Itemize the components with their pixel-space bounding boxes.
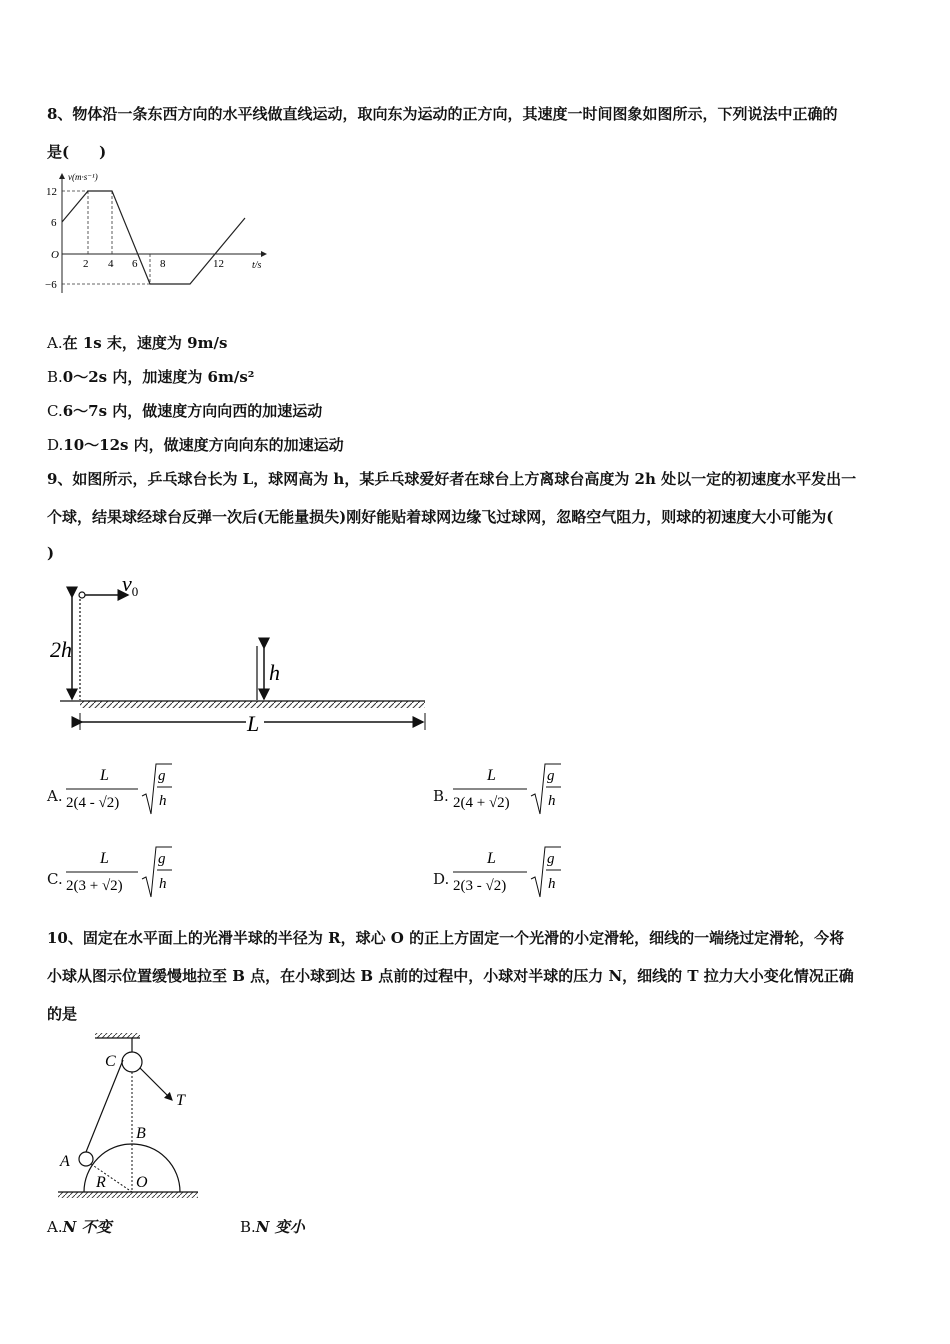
svg-text:2(3 + √2): 2(3 + √2) xyxy=(66,878,123,894)
q10-label-a: A xyxy=(60,1153,70,1170)
q10-ball-a xyxy=(79,1152,93,1166)
svg-text:L: L xyxy=(487,850,496,867)
q9-ball xyxy=(79,592,85,598)
svg-text:g: g xyxy=(158,851,166,867)
svg-text:L: L xyxy=(100,767,109,784)
svg-text:h: h xyxy=(159,793,167,809)
q9-option-d-key[interactable]: D. xyxy=(433,870,450,888)
q9-option-b-key[interactable]: B. xyxy=(433,787,449,805)
svg-text:2(3 - √2): 2(3 - √2) xyxy=(453,878,507,894)
q8-graph-velocity-line xyxy=(62,191,245,284)
svg-text:h: h xyxy=(159,876,167,892)
svg-text:g: g xyxy=(547,768,555,784)
q10-option-b[interactable]: B.N 变小 xyxy=(240,1218,305,1236)
svg-text:L: L xyxy=(100,850,109,867)
q8-option-b[interactable]: B.0～2s 内，加速度为 6m/s² xyxy=(47,368,255,386)
svg-text:2(4 + √2): 2(4 + √2) xyxy=(453,795,510,811)
q8-graph-ytick-neg6: −6 xyxy=(45,279,57,291)
q8-option-d[interactable]: D.10～12s 内，做速度方向向东的加速运动 xyxy=(47,436,344,454)
svg-text:2(4 - √2): 2(4 - √2) xyxy=(66,795,120,811)
q9-stem-line2: 个球，结果球经球台反弹一次后(无能量损失)刚好能贴着球网边缘飞过球网，忽略空气阻力，则球的初速度大小可能为( xyxy=(47,508,834,526)
q9-option-c-formula[interactable] xyxy=(64,843,184,901)
svg-text:h: h xyxy=(548,793,556,809)
q8-stem-line1: 8、物体沿一条东西方向的水平线做直线运动，取向东为运动的正方向，其速度一时间图象如图所示，下列说法中正确的 xyxy=(47,105,838,123)
q8-stem-line2: 是( ) xyxy=(47,143,107,161)
q10-label-o: O xyxy=(136,1174,148,1191)
q10-hemisphere-pulley-figure xyxy=(50,1030,210,1205)
q9-table-tennis-figure xyxy=(40,565,440,745)
q9-stem-line3: ) xyxy=(47,544,55,562)
q8-graph-xtick-4: 4 xyxy=(108,258,114,270)
q9-v0-label: $v_0$ xyxy=(122,571,139,599)
q9-height-label: 2h xyxy=(50,637,72,662)
q10-stem-line2: 小球从图示位置缓慢地拉至 B 点，在小球到达 B 点前的过程中，小球对半球的压力 N，细线的 T 拉力大小变化情况正确 xyxy=(47,967,854,985)
q8-option-a[interactable]: A.在 1s 末，速度为 9m/s xyxy=(47,334,228,352)
q10-label-t: T xyxy=(176,1092,185,1109)
q10-label-b: B xyxy=(136,1125,146,1142)
q8-graph-origin: O xyxy=(51,249,59,261)
svg-text:g: g xyxy=(158,768,166,784)
q8-graph-xtick-8: 8 xyxy=(160,258,166,270)
q9-option-c-key[interactable]: C. xyxy=(47,870,63,888)
q8-graph-t-label: t/s xyxy=(252,260,262,271)
q9-option-a-formula[interactable] xyxy=(64,760,184,818)
q9-option-a-key[interactable]: A. xyxy=(47,787,63,805)
q10-pulley xyxy=(122,1052,142,1072)
q8-graph-xtick-12: 12 xyxy=(213,258,224,270)
q8-velocity-time-graph xyxy=(40,168,280,298)
q8-graph-xtick-2: 2 xyxy=(83,258,89,270)
q9-length-label: L xyxy=(247,711,260,736)
svg-text:L: L xyxy=(487,767,496,784)
q9-option-b-formula[interactable] xyxy=(451,760,571,818)
q8-graph-ytick-12: 12 xyxy=(46,186,57,198)
q8-option-c[interactable]: C.6～7s 内，做速度方向向西的加速运动 xyxy=(47,402,323,420)
svg-text:h: h xyxy=(548,876,556,892)
q8-graph-v-label: v(m·s⁻¹) xyxy=(68,172,98,182)
q10-option-a[interactable]: A.N 不变 xyxy=(47,1218,112,1236)
q9-net-height-label: h xyxy=(269,660,280,685)
q10-ground-hatch xyxy=(58,1192,198,1198)
svg-text:g: g xyxy=(547,851,555,867)
q9-stem-line1: 9、如图所示，乒乓球台长为 L，球网高为 h，某乒乓球爱好者在球台上方离球台高度为 2h 处以一定的初速度水平发出一 xyxy=(47,470,857,488)
q8-graph-ytick-6: 6 xyxy=(51,217,57,229)
q10-tension-arrow xyxy=(140,1068,172,1100)
q9-option-d-formula[interactable] xyxy=(451,843,571,901)
q10-label-r: R xyxy=(96,1174,106,1191)
q10-label-c: C xyxy=(105,1053,116,1070)
q10-stem-line3: 的是 xyxy=(47,1005,78,1023)
q9-table-hatch xyxy=(80,701,425,708)
q8-graph-xtick-6: 6 xyxy=(132,258,138,270)
q10-stem-line1: 10、固定在水平面上的光滑半球的半径为 R，球心 O 的正上方固定一个光滑的小定滑轮，细线的一端绕过定滑轮，今将 xyxy=(47,929,845,947)
q10-ceiling-hatch xyxy=(95,1033,140,1038)
q10-string-to-a xyxy=(86,1060,123,1152)
